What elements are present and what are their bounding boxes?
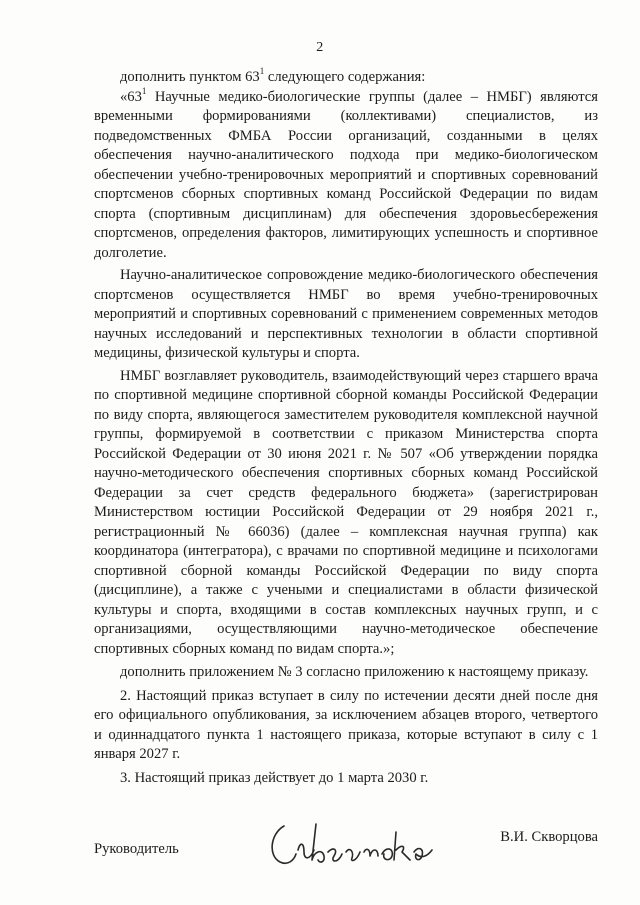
superscript-index: 1 bbox=[141, 85, 147, 96]
handwritten-signature bbox=[264, 812, 454, 872]
signature-block bbox=[94, 812, 598, 872]
document-body bbox=[94, 68, 598, 788]
paragraph-nmbg-definition-text: Научные медико-биологические группы (далее – НМБГ) являются временными формированиями (коллективами) специалистов, из подведомственных ФМБА России организаций, созданными в целях обеспечения научно-аналитического подхода при медико-биологическом обеспечении учебно-тренировочных мероприятий и спортивных соревнований спортсменов сборных спортивных команд Российской Федерации по видам спорта (спортивным дисциплинам) для обеспечения здоровьесбережения спортсменов, определения факторов, лимитирующих успешность и спортивное долголетие. bbox=[94, 88, 598, 261]
superscript-index: 1 bbox=[259, 66, 265, 77]
paragraph-amend-point bbox=[94, 68, 598, 88]
paragraph-validity-period: 3. Настоящий приказ действует до 1 марта 2030 г. bbox=[120, 769, 429, 786]
paragraph-entry-into-force: 2. Настоящий приказ вступает в силу по истечении десяти дней после дня его официального опубликования, за исключением абзацев второго, четвертого и одиннадцатого пункта 1 настоящего приказа, которые вступают в силу с 1 января 2027 г. bbox=[94, 687, 598, 762]
signatory-name: В.И. Скворцова bbox=[500, 829, 598, 845]
signature-stroke bbox=[272, 824, 432, 863]
paragraph-amend-point-text: дополнить пунктом 63 bbox=[120, 69, 260, 85]
signatory-title: Руководитель bbox=[94, 841, 179, 857]
paragraph-scientific-support: Научно-аналитическое сопровождение медико-биологического обеспечения спортсменов осуществляется НМБГ во время учебно-тренировочных мероприятий и спортивных соревнований с применением современных методов научных исследований и перспективных технологии в области спортивной медицины, физической культуры и спорта. bbox=[94, 267, 598, 361]
paragraph-nmbg-leadership: НМБГ возглавляет руководитель, взаимодействующий через старшего врача по спортивной медицине спортивной сборной команды Российской Федерации по виду спорта, являющегося заместителем руководителя комплексной научной группы, формируемой в соответствии с приказом Министерства спорта Российской Федерации от 30 июня 2021 г. № 507 «Об утверждении порядка научно-методического обеспечения спортивных сборных команд Российской Федерации за счет средств федерального бюджета» (зарегистрирован Министерством юстиции Российской Федерации от 29 ноября 2021 г., регистрационный № 66036) (далее – комплексная научная группа) как координатора (интегратора), с врачами по спортивной медицине и психологами спортивной сборной команды Российской Федерации по виду спорта (дисциплине), а также с учеными и специалистами в области физической культуры и спорта, входящими в состав комплексных научных групп, и с организациями, осуществляющими научно-методическое обеспечение спортивных сборных команд по видам спорта.»; bbox=[94, 367, 598, 657]
page-number: 2 bbox=[316, 40, 324, 55]
paragraph-nmbg-definition bbox=[94, 85, 598, 264]
paragraph-amend-point-tail: следующего содержания: bbox=[264, 69, 426, 85]
paragraph-nmbg-definition-start: «63 bbox=[120, 88, 142, 105]
paragraph-appendix-3: дополнить приложением № 3 согласно приложению к настоящему приказу. bbox=[120, 664, 589, 680]
